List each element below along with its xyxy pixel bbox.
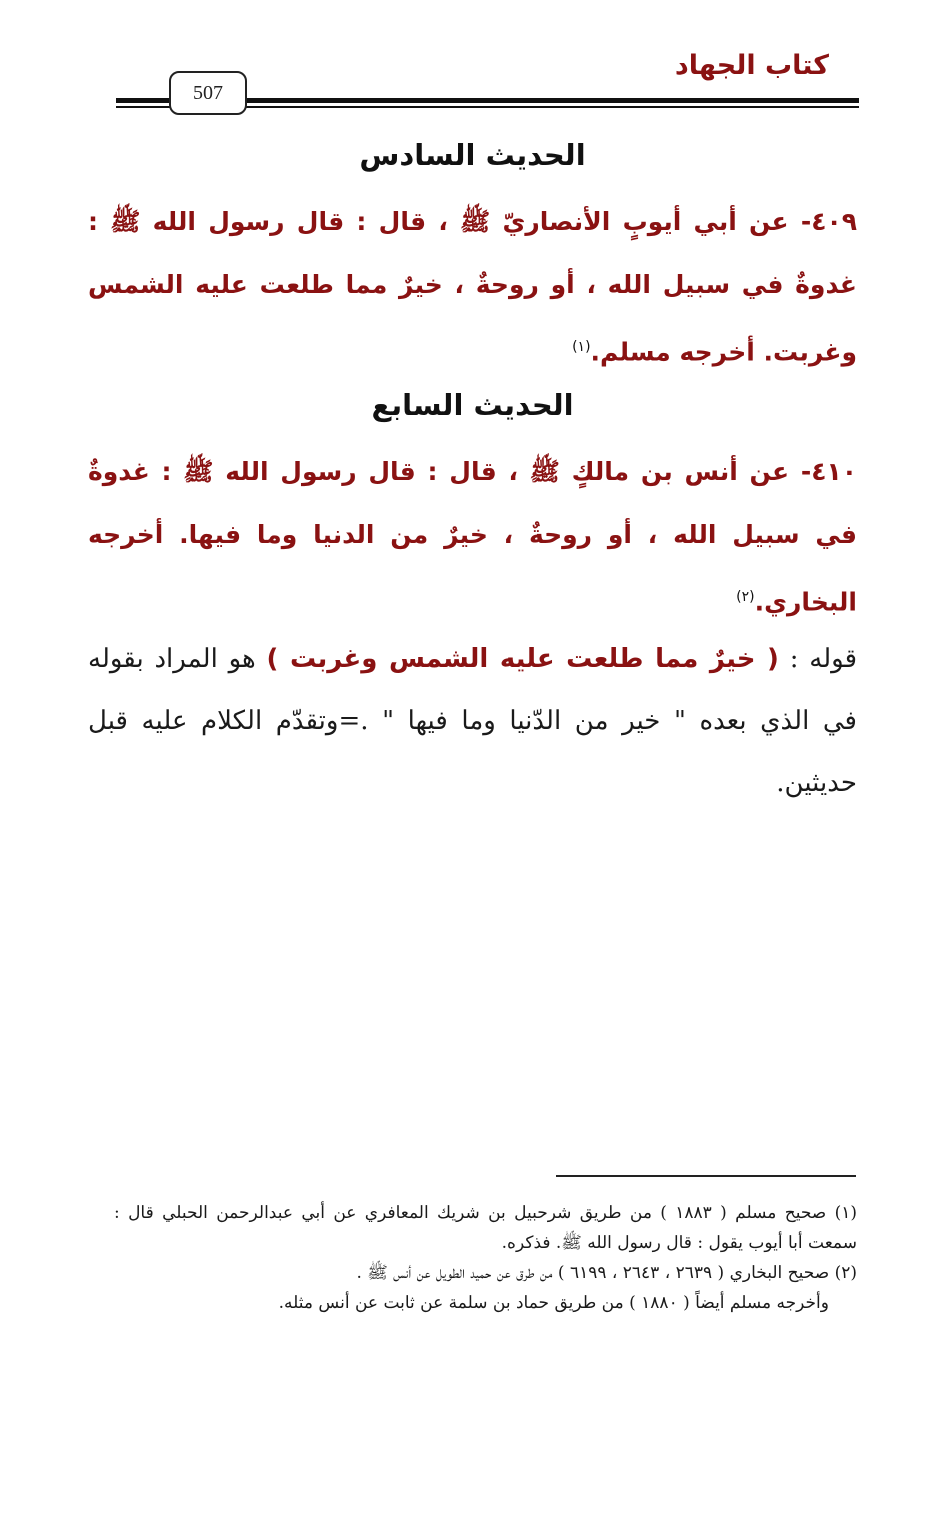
hadith-410-text: ٤١٠- عن أنس بن مالكٍ ﷺ ، قال : قال رسول الله ﷺ : غدوةٌ في سبيل الله ، أو روحةٌ ، خيرٌ من الدنيا وما فيها. أخرجه البخاري. (88, 457, 857, 617)
footnote-2-continuation: وأخرجه مسلم أيضاً ( ١٨٨٠ ) من طريق حماد بن سلمة عن ثابت عن أنس مثله. (278, 1293, 829, 1313)
footnote-1: (١) صحيح مسلم ( ١٨٨٣ ) من طريق شرحبيل بن شريك المعافري عن أبي عبدالرحمن الحبلي قال : سمعت أبا أيوب يقول : قال رسول الله ﷺ. فذكره. (114, 1203, 857, 1253)
commentary-lead: قوله : (789, 644, 857, 674)
hadith-410 (88, 440, 857, 633)
footnote-2: (٢) صحيح البخاري ( ٢٦٣٩ ، ٢٦٤٣ ، ٦١٩٩ ) من طرق عن حميد الطويل عن أنس ﷺ . (356, 1263, 857, 1283)
running-header-title: كتاب الجهاد (674, 50, 829, 81)
footnote-separator (556, 1175, 856, 1177)
hadith-409 (88, 190, 857, 383)
page-number: 507 (193, 81, 223, 104)
commentary-rest: هو المراد بقوله في الذي بعده " خير من الدّنيا وما فيها " .=وتقدّم الكلام عليه قبل حديثين. (88, 644, 857, 798)
footnote-ref-1[interactable]: (١) (572, 339, 591, 355)
section-heading-6: الحديث السادس (359, 138, 586, 172)
commentary-paragraph (88, 628, 857, 814)
section-heading-7: الحديث السابع (371, 388, 574, 422)
footnote-ref-2[interactable]: (٢) (736, 589, 755, 605)
hadith-409-text: ٤٠٩- عن أبي أيوبٍ الأنصاريّ ﷺ ، قال : قال رسول الله ﷺ : غدوةٌ في سبيل الله ، أو روحةٌ ، خيرٌ مما طلعت عليه الشمس وغربت. أخرجه مسلم. (88, 207, 857, 367)
page-number-box (169, 71, 247, 115)
commentary-quote: ( خيرٌ مما طلعت عليه الشمس وغربت ) (266, 644, 779, 674)
footnotes (114, 1198, 857, 1318)
